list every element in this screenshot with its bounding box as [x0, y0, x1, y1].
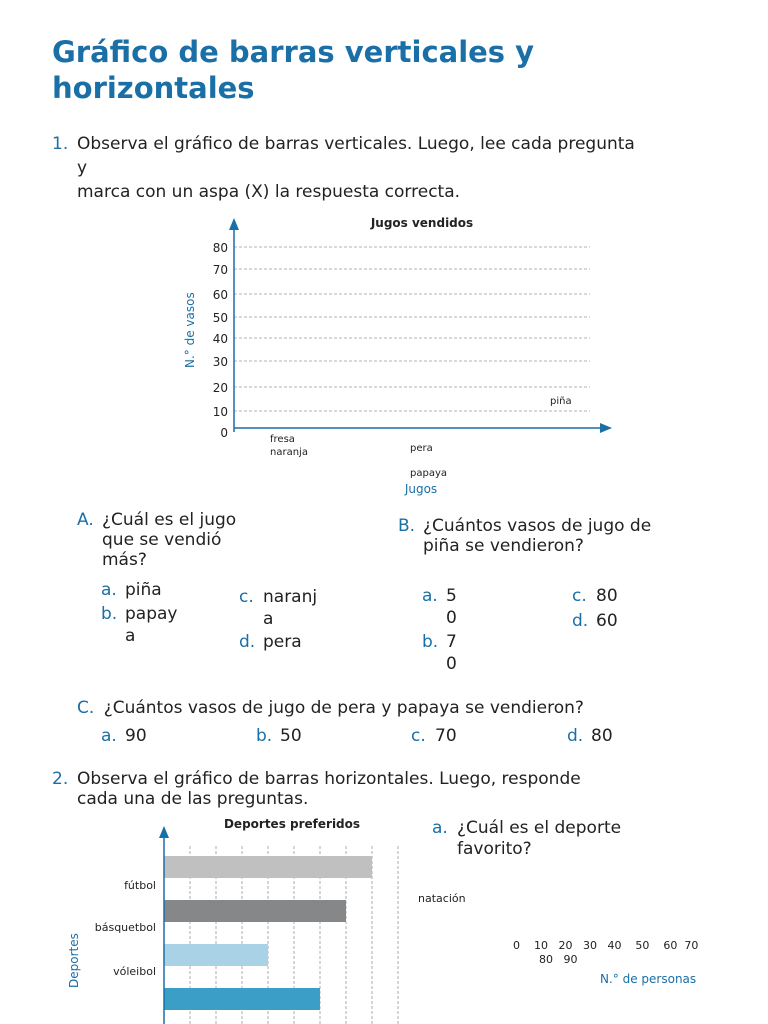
chart1-title: Jugos vendidos — [370, 216, 474, 230]
chart2-x-label: N.° de personas — [600, 972, 697, 986]
chart1-x-arrow — [600, 423, 612, 433]
chart2-bar-3 — [164, 988, 320, 1010]
chart2-bar-2 — [164, 944, 268, 966]
chart1-cat-papaya: papaya — [410, 468, 447, 479]
chart1-cat-fresa: fresa — [270, 434, 295, 445]
question-a-option-c[interactable]: c. naranj a — [239, 587, 318, 629]
chart2-y-arrow — [159, 826, 169, 838]
chart1-y-tick-20: 20 — [212, 381, 228, 395]
chart2-cat-natacion: natación — [418, 892, 466, 905]
chart2-x-ticks-row2: 80 90 — [539, 953, 578, 966]
question-b-text1: ¿Cuántos vasos de jugo de — [423, 516, 652, 536]
question-a-option-a[interactable]: a. piña — [101, 580, 162, 600]
chart2-cat-voleibol: vóleibol — [113, 965, 156, 978]
juice-bar-chart — [180, 208, 620, 500]
question-2-line1: Observa el gráfico de barras horizontales. Luego, responde — [77, 769, 581, 789]
question-1-instructions — [77, 132, 737, 204]
question-1-line1: Observa el gráfico de barras verticales. Luego, lee cada pregunta — [77, 134, 635, 154]
chart1-y-tick-70: 70 — [212, 263, 228, 277]
chart1-y-tick-0: 0 — [220, 426, 228, 440]
question-b-option-a[interactable]: a. 5 0 — [422, 586, 457, 628]
question-c-option-b[interactable]: b. 50 — [256, 726, 302, 746]
question-1-number: 1. — [52, 134, 69, 154]
question-2a-text1: ¿Cuál es el deporte — [457, 818, 622, 838]
chart2-cat-basquetbol: básquetbol — [94, 921, 156, 934]
chart1-y-tick-10: 10 — [212, 405, 228, 419]
chart1-y-tick-60: 60 — [212, 288, 228, 302]
question-2-number: 2. — [52, 769, 69, 789]
question-c-option-c[interactable]: c. 70 — [411, 726, 457, 746]
question-b-letter: B. — [398, 516, 416, 536]
chart1-y-arrow — [229, 218, 239, 230]
question-c-text: ¿Cuántos vasos de jugo de pera y papaya se vendieron? — [103, 698, 584, 718]
chart1-cat-pina: piña — [550, 396, 572, 407]
chart1-y-tick-30: 30 — [212, 355, 228, 369]
question-a-option-d[interactable]: d. pera — [239, 632, 302, 652]
question-1-line1b: y — [77, 158, 88, 178]
question-b-text2: piña se vendieron? — [423, 536, 584, 556]
chart2-bar-1 — [164, 900, 346, 922]
chart1-y-tick-40: 40 — [212, 332, 228, 346]
question-a-option-b[interactable]: b. papay a — [101, 604, 178, 646]
question-b-option-b[interactable]: b. 7 0 — [422, 632, 457, 674]
question-2-instructions — [77, 769, 737, 809]
question-c — [77, 696, 584, 720]
sports-bar-chart — [60, 810, 420, 1024]
chart2-bar-0 — [164, 856, 372, 878]
question-2-line2: cada una de las preguntas. — [77, 789, 309, 809]
chart1-grid — [234, 247, 590, 411]
chart2-x-ticks-row1: 0 10 20 30 40 50 60 70 — [513, 939, 699, 952]
question-b-option-c[interactable]: c. 80 — [572, 586, 618, 606]
page-title: Gráfico de barras verticales y horizontales — [52, 35, 535, 105]
question-b-option-d[interactable]: d. 60 — [572, 611, 618, 631]
chart1-y-ticks — [213, 241, 228, 440]
chart2-cat-futbol: fútbol — [124, 879, 156, 892]
chart2-title: Deportes preferidos — [223, 817, 361, 831]
question-a-text1: ¿Cuál es el jugo — [102, 510, 237, 530]
question-a-text2: que se vendió — [102, 530, 222, 550]
chart1-y-label: N.° de vasos — [183, 292, 197, 368]
question-2a-letter: a. — [432, 818, 448, 838]
question-c-option-a[interactable]: a. 90 — [101, 726, 147, 746]
question-2a-text2: favorito? — [457, 839, 532, 859]
question-c-letter: C. — [77, 698, 95, 718]
chart2-y-label: Deportes — [67, 933, 81, 988]
chart1-cat-naranja: naranja — [270, 447, 308, 458]
question-a-letter: A. — [77, 510, 94, 530]
chart1-x-label: Jugos — [404, 482, 438, 496]
question-1-line2: marca con un aspa (X) la respuesta correcta. — [77, 182, 461, 202]
chart1-y-tick-50: 50 — [212, 311, 228, 325]
chart1-cat-pera: pera — [410, 443, 433, 454]
chart1-y-tick-80: 80 — [212, 241, 228, 255]
question-a-text3: más? — [102, 550, 147, 570]
question-c-option-d[interactable]: d. 80 — [567, 726, 613, 746]
